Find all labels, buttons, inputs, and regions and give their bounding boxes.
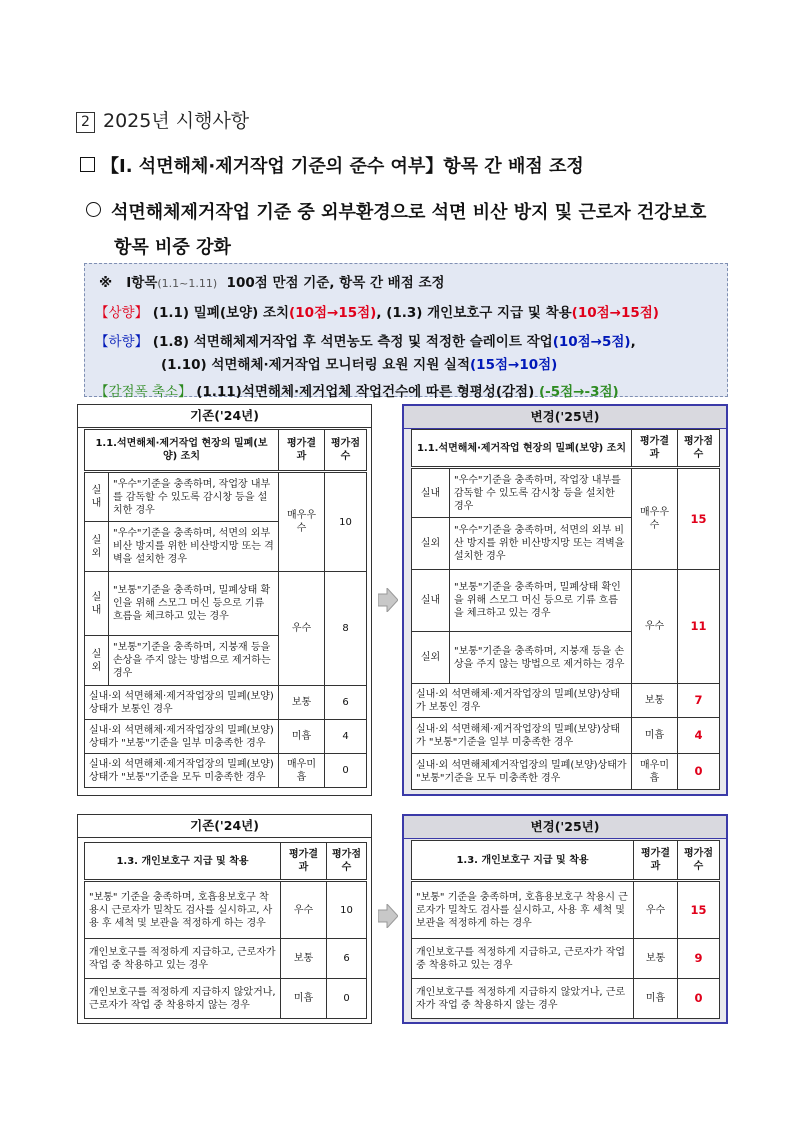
table1-new-g1-result: 매우우수 [632, 468, 678, 570]
table1-old-r7-result: 매우미흡 [279, 754, 325, 788]
table1-old-r6-text: 실내·외 석면해체·제거작업장의 밀폐(보양)상태가 "보통"기준을 일부 미충족한 경우 [85, 720, 279, 754]
table1-old-r3-loc: 실내 [85, 572, 109, 636]
table1-new [411, 429, 720, 790]
table1-old-title: 기존('24년) [78, 405, 371, 428]
note-up-a: (1.1) 밀폐(보양) 조치 [152, 305, 290, 321]
table2-old [84, 842, 367, 1019]
table2-old-r2-score: 6 [327, 939, 367, 979]
table1-new-g1-score: 15 [678, 468, 720, 570]
table1-new-r6-text: 실내·외 석면해체·제거작업장의 밀폐(보양)상태가 "보통"기준을 일부 미충족한 경우 [412, 718, 632, 754]
table2-new-r1-score: 15 [678, 881, 720, 939]
table1-new-r2-text: "우수"기준을 충족하며, 석면의 외부 비산 방지를 위한 비산방지망 또는 격벽을 설치한 경우 [450, 518, 632, 570]
table2-new-r2-result: 보통 [634, 939, 678, 979]
heading-1 [80, 152, 584, 178]
note-title-a: Ⅰ항목 [126, 275, 158, 291]
table1-old-r4-loc: 실외 [85, 636, 109, 686]
section-number: 2 [76, 112, 95, 133]
table2-new-r2-text: 개인보호구를 적정하게 지급하고, 근로자가 작업 중 착용하고 있는 경우 [412, 939, 634, 979]
table1-old-r6-score: 4 [325, 720, 367, 754]
note-up-a-change: (10점→15점) [289, 305, 377, 321]
arrow-right-icon [378, 588, 398, 612]
table2-new-r3-score: 0 [678, 979, 720, 1019]
table1-new-r6-score: 4 [678, 718, 720, 754]
table2-old-r3-text: 개인보호구를 적정하게 지급하지 않았거나, 근로자가 작업 중 착용하지 않는 경우 [85, 979, 281, 1019]
table2-new-head-item: 1.3. 개인보호구 지급 및 착용 [412, 841, 634, 881]
table1-old-g1-score: 10 [325, 472, 367, 572]
note-down-a: (1.8) 석면해체제거작업 후 석면농도 측정 및 적정한 슬레이트 작업 [152, 334, 553, 350]
table1-new-r1-text: "우수"기준을 충족하며, 작업장 내부를 감독할 수 있도록 감시창 등을 설치한 경우 [450, 468, 632, 518]
table1-new-r6-result: 미흡 [632, 718, 678, 754]
heading-1-text: 【I. 석면해체·제거작업 기준의 준수 여부】항목 간 배점 조정 [101, 156, 584, 177]
table2-new-head-score: 평가점수 [678, 841, 720, 881]
table2-new-r1-text: "보통" 기준을 충족하며, 호흡용보호구 착용시 근로자가 밀착도 검사를 실시하고, 사용 후 세척 및 보관을 적정하게 하는 경우 [412, 881, 634, 939]
table1-old-r3-text: "보통"기준을 충족하며, 밀폐상태 확인을 위해 스모그 머신 등으로 기류 흐름을 체크하고 있는 경우 [109, 572, 279, 636]
table1-new-g2-score: 11 [678, 570, 720, 684]
table1-old-g1-result: 매우우수 [279, 472, 325, 572]
table2-old-r1-result: 우수 [281, 881, 327, 939]
note-down-comma: , [630, 334, 636, 350]
note-up-b-change: (10점→15점) [571, 305, 659, 321]
table1-old-g2-result: 우수 [279, 572, 325, 686]
table2-old-r1-text: "보통" 기준을 충족하며, 호흡용보호구 착용시 근로자가 밀착도 검사를 실시하고, 사용 후 세척 및 보관을 적정하게 하는 경우 [85, 881, 281, 939]
arrow-right-icon [378, 904, 398, 928]
table2-old-head-result: 평가결과 [281, 843, 327, 881]
table1-new-r4-loc: 실외 [412, 632, 450, 684]
table1-new-head-result: 평가결과 [632, 430, 678, 468]
note-up-b: , (1.3) 개인보호구 지급 및 착용 [376, 305, 572, 321]
table2-old-r2-text: 개인보호구를 적정하게 지급하고, 근로자가 작업 중 착용하고 있는 경우 [85, 939, 281, 979]
table1-new-r4-text: "보통"기준을 충족하며, 지붕재 등을 손상을 주지 않는 방법으로 제거하는 경우 [450, 632, 632, 684]
table1-old-r5-result: 보통 [279, 686, 325, 720]
table2-new-r2-score: 9 [678, 939, 720, 979]
table1-new-r3-text: "보통"기준을 충족하며, 밀폐상태 확인을 위해 스모그 머신 등으로 기류 흐름을 체크하고 있는 경우 [450, 570, 632, 632]
table1-old-r1-text: "우수"기준을 충족하며, 작업장 내부를 감독할 수 있도록 감시창 등을 설치한 경우 [109, 472, 279, 522]
table1-new-r5-text: 실내·외 석면해체·제거작업장의 밀폐(보양)상태가 보통인 경우 [412, 684, 632, 718]
heading-2 [86, 195, 736, 265]
table2-old-r3-score: 0 [327, 979, 367, 1019]
table1-old-r5-score: 6 [325, 686, 367, 720]
table2-new-r1-result: 우수 [634, 881, 678, 939]
table2-new-title: 변경('25년) [404, 816, 726, 839]
table1-old-head-result: 평가결과 [279, 430, 325, 472]
note-cut-a: (1.11)석면해체·제거업체 작업건수에 따른 형평성(감점) [196, 384, 535, 400]
note-title-range: (1.1~1.11) [157, 277, 218, 290]
table2-old-r3-result: 미흡 [281, 979, 327, 1019]
circle-bullet-icon [86, 202, 101, 217]
table2-old-r2-result: 보통 [281, 939, 327, 979]
section-title-text: 2025년 시행사항 [103, 110, 250, 132]
table1-old-head-score: 평가점수 [325, 430, 367, 472]
table1-new-r5-score: 7 [678, 684, 720, 718]
table1-new-r5-result: 보통 [632, 684, 678, 718]
note-cut-change: (-5점→-3점) [538, 384, 619, 400]
square-bullet-icon [80, 157, 95, 172]
note-down-b-change: (15점→10점) [470, 357, 558, 373]
table1-old-r2-loc: 실외 [85, 522, 109, 572]
table1-new-head-score: 평가점수 [678, 430, 720, 468]
table1-new-r7-score: 0 [678, 754, 720, 790]
note-down-a-change: (10점→5점) [552, 334, 631, 350]
table1-old-r1-loc: 실내 [85, 472, 109, 522]
table2-new-r3-result: 미흡 [634, 979, 678, 1019]
table2-new [411, 840, 720, 1019]
table1-old-g2-score: 8 [325, 572, 367, 686]
note-prefix: ※ [99, 275, 113, 291]
table1-new-r7-result: 매우미흡 [632, 754, 678, 790]
table1-old-r2-text: "우수"기준을 충족하며, 석면의 외부 비산 방지를 위한 비산방지망 또는 격벽을 설치한 경우 [109, 522, 279, 572]
table2-old-title: 기존('24년) [78, 815, 371, 838]
note-title-b: 100점 만점 기준, 항목 간 배점 조정 [226, 275, 445, 291]
table1-old-r6-result: 미흡 [279, 720, 325, 754]
table1-new-head-item: 1.1.석면해체·제거작업 현장의 밀폐(보양) 조치 [412, 430, 632, 468]
table2-old-r1-score: 10 [327, 881, 367, 939]
heading-2-line1: 석면해체제거작업 기준 중 외부환경으로 석면 비산 방지 및 근로자 건강보호 [111, 202, 707, 223]
note-down-tag: 【하향】 [95, 334, 149, 350]
note-down-b: (1.10) 석면해체·제거작업 모니터링 요원 지원 실적 [161, 357, 471, 373]
table1-old-r5-text: 실내·외 석면해체·제거작업장의 밀폐(보양)상태가 보통인 경우 [85, 686, 279, 720]
table1-new-r2-loc: 실외 [412, 518, 450, 570]
table1-new-title: 변경('25년) [404, 406, 726, 429]
table1-new-r1-loc: 실내 [412, 468, 450, 518]
table2-old-head-score: 평가점수 [327, 843, 367, 881]
table1-new-r7-text: 실내·외 석면해체제거작업장의 밀폐(보양)상태가 "보통"기준을 모두 미충족한 경우 [412, 754, 632, 790]
table1-old-head-item: 1.1.석면해체·제거작업 현장의 밀폐(보양) 조치 [85, 430, 279, 472]
table1-new-g2-result: 우수 [632, 570, 678, 684]
note-box [84, 263, 728, 400]
table1-old [84, 429, 367, 788]
table1-old-r4-text: "보통"기준을 충족하며, 지붕재 등을 손상을 주지 않는 방법으로 제거하는 경우 [109, 636, 279, 686]
section-title [76, 106, 249, 133]
table1-old-r7-text: 실내·외 석면해체·제거작업장의 밀폐(보양) 상태가 "보통"기준을 모두 미충족한 경우 [85, 754, 279, 788]
table1-old-r7-score: 0 [325, 754, 367, 788]
note-cut-tag: 【감점폭 축소】 [95, 384, 192, 400]
heading-2-line2: 항목 비중 강화 [114, 237, 231, 258]
table1-new-r3-loc: 실내 [412, 570, 450, 632]
table2-new-head-result: 평가결과 [634, 841, 678, 881]
table2-old-head-item: 1.3. 개인보호구 지급 및 착용 [85, 843, 281, 881]
note-up-tag: 【상향】 [95, 305, 149, 321]
table2-new-r3-text: 개인보호구를 적정하게 지급하지 않았거나, 근로자가 작업 중 착용하지 않는 경우 [412, 979, 634, 1019]
